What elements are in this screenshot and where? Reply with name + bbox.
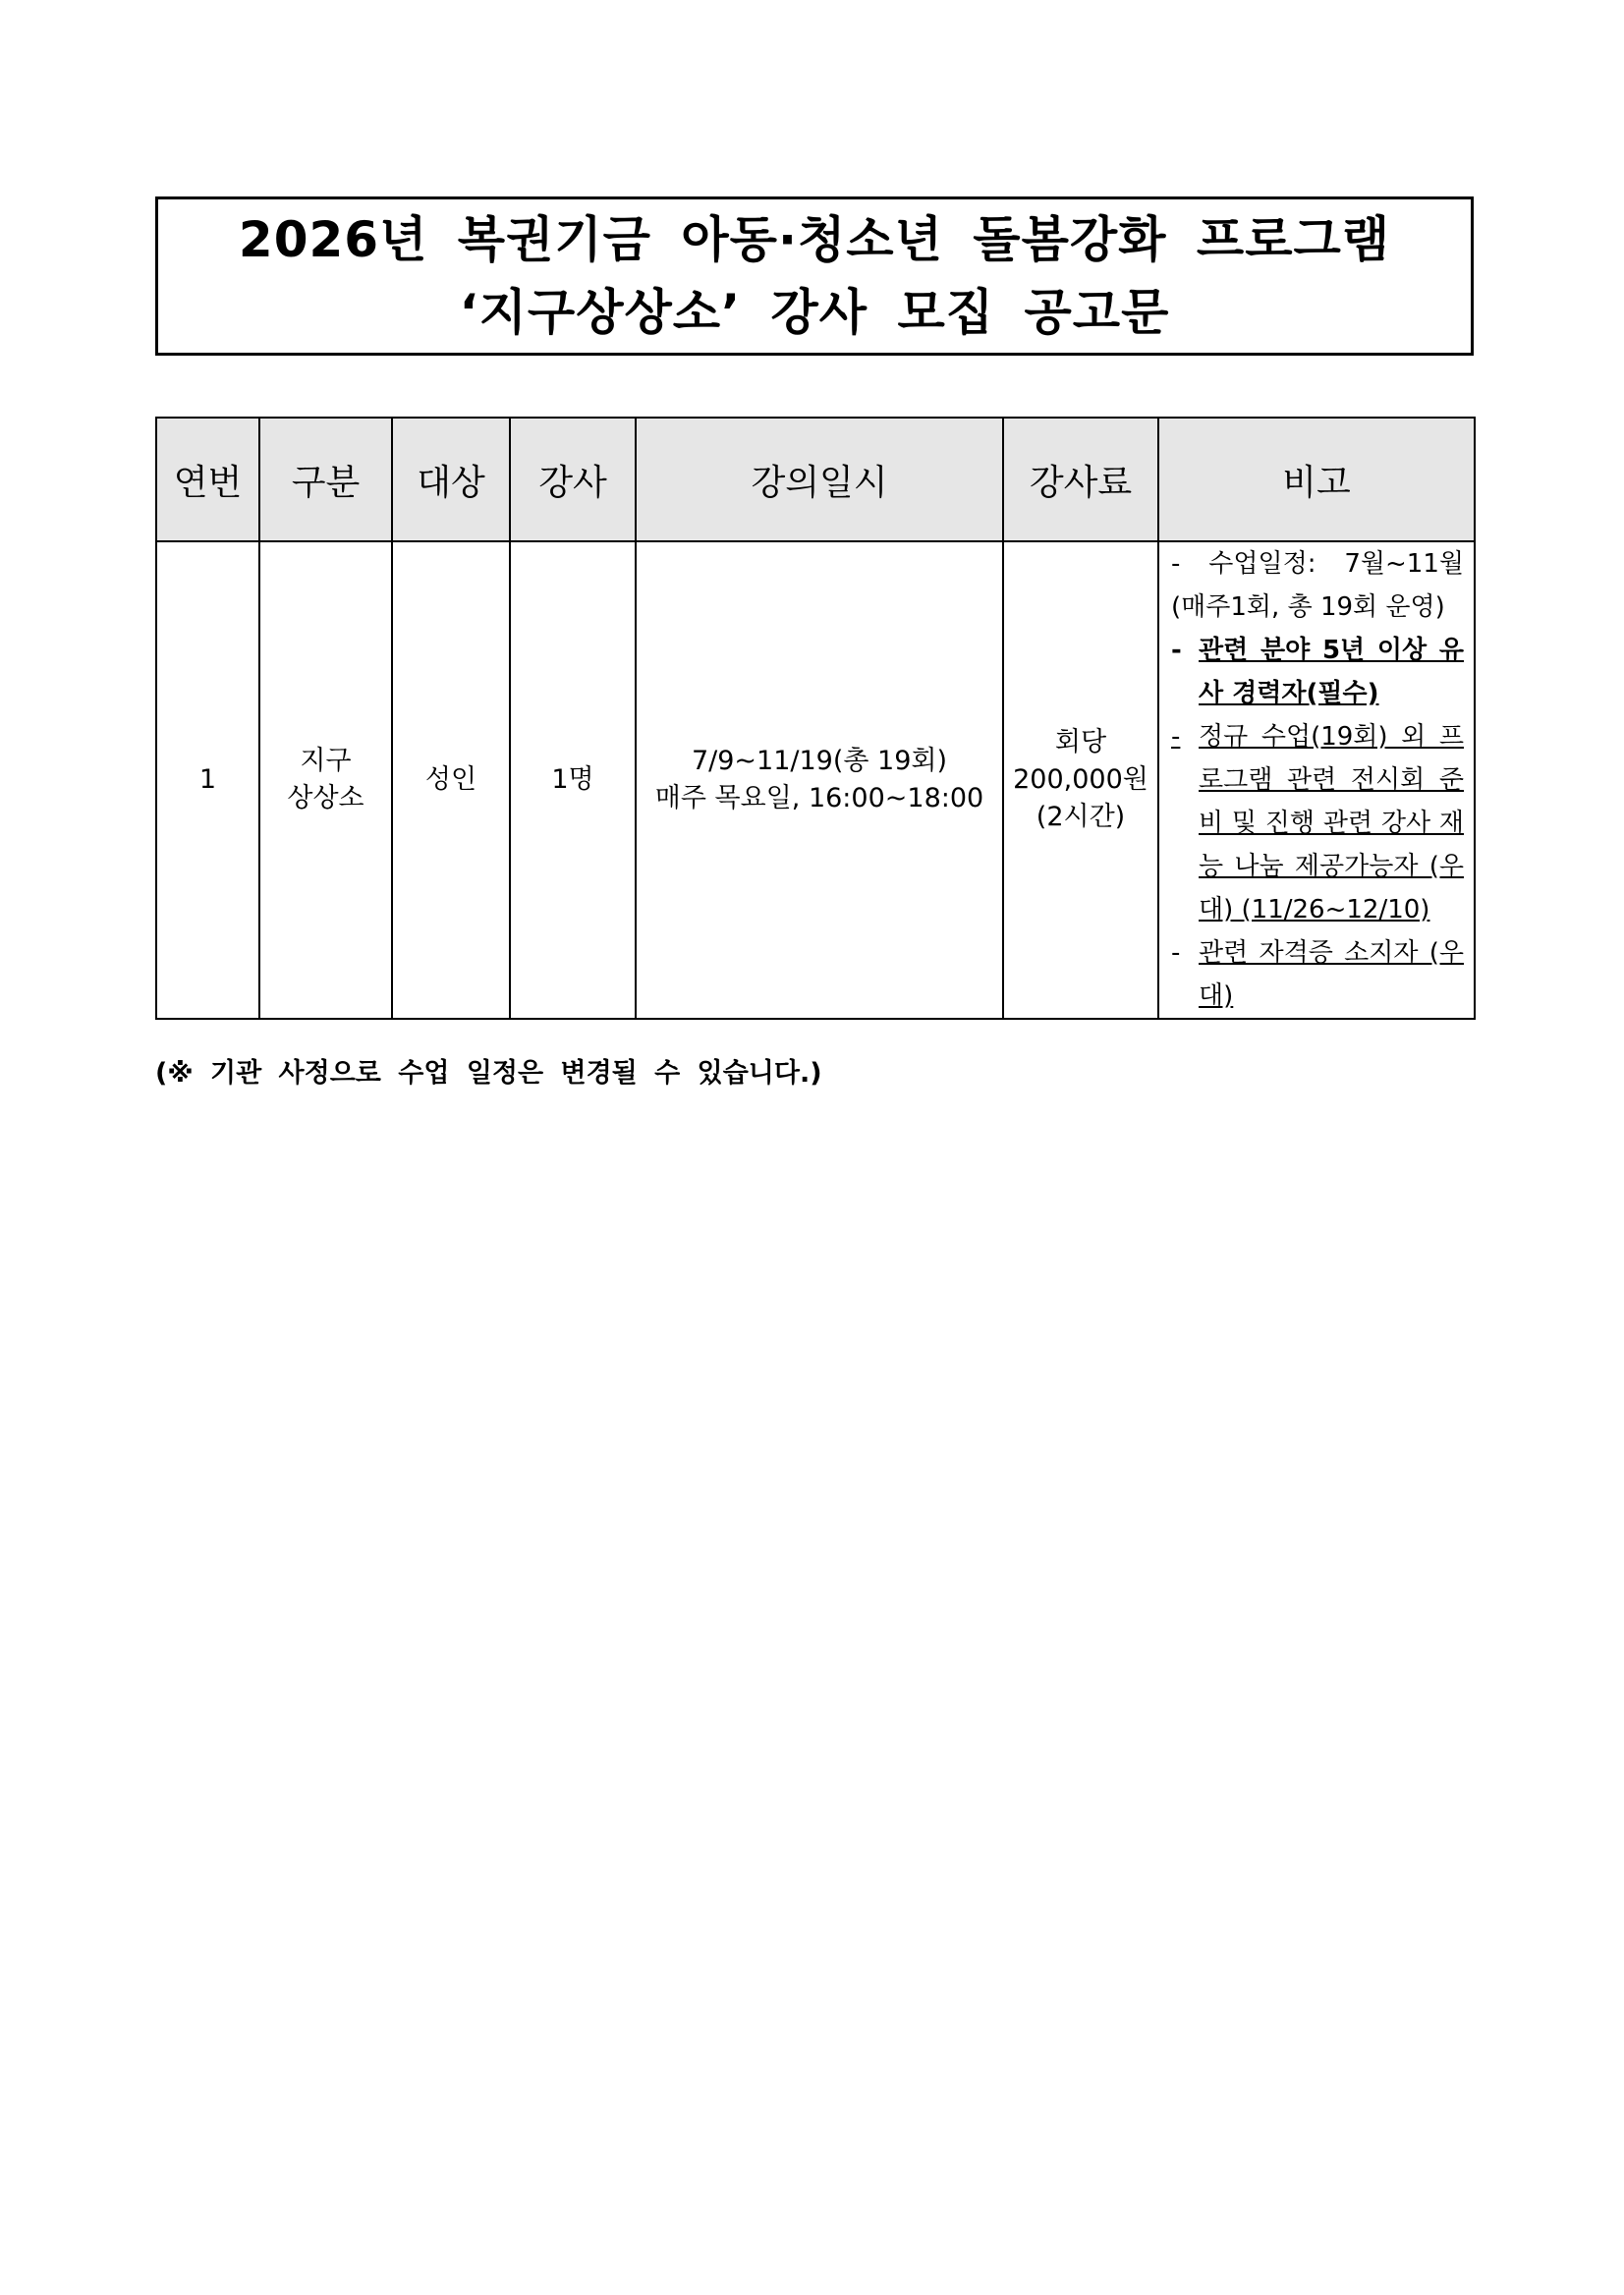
header-fee: 강사료: [1003, 418, 1158, 541]
remark-certificate: [1171, 931, 1464, 1018]
cell-no: 1: [156, 541, 259, 1019]
remark-dash: -: [1171, 722, 1181, 752]
cell-schedule: [636, 541, 1003, 1019]
remark-dash: -: [1171, 938, 1181, 968]
header-category: 구분: [259, 418, 392, 541]
schedule-line-2: 매주 목요일, 16:00~18:00: [654, 783, 984, 813]
remark-exhibition-text: 정규 수업(19회) 외 프로그램 관련 전시회 준비 및 진행 관련 강사 재능 나눔 제공가능자 (우대) (11/26~12/10): [1199, 722, 1464, 924]
remark-dash: -: [1171, 636, 1182, 665]
title-line-2: ‘지구상상소’ 강사 모집 공고문: [459, 284, 1170, 341]
remark-experience-text: 관련 분야 5년 이상 유사 경력자(필수): [1199, 636, 1464, 708]
cell-fee: [1003, 541, 1158, 1019]
title-box: [155, 196, 1474, 356]
header-remarks: 비고: [1158, 418, 1475, 541]
remark-schedule: - 수업일정: 7월~11월 (매주1회, 총 19회 운영): [1171, 549, 1464, 622]
cell-target: 성인: [392, 541, 510, 1019]
fee-line-1: 회당: [1054, 727, 1107, 757]
remark-exhibition: [1171, 715, 1464, 931]
remark-certificate-text: 관련 자격증 소지자 (우대): [1199, 938, 1464, 1011]
schedule-change-notice: (※ 기관 사정으로 수업 일정은 변경될 수 있습니다.): [155, 1058, 822, 1089]
header-schedule: 강의일시: [636, 418, 1003, 541]
header-no: 연번: [156, 418, 259, 541]
schedule-line-1: 7/9~11/19(총 19회): [691, 746, 948, 776]
cell-instructors: 1명: [510, 541, 636, 1019]
title-line-1: 2026년 복권기금 아동·청소년 돌봄강화 프로그램: [238, 211, 1391, 268]
fee-line-3: (2시간): [1036, 802, 1126, 832]
fee-line-2: 200,000원: [1013, 764, 1148, 795]
header-instructor: 강사: [510, 418, 636, 541]
cell-remarks: [1158, 541, 1475, 1019]
category-line-1: 지구: [300, 746, 352, 776]
recruitment-table: [155, 417, 1476, 1020]
header-target: 대상: [392, 418, 510, 541]
remark-experience: [1171, 629, 1464, 715]
category-line-2: 상상소: [287, 783, 364, 813]
cell-category: [259, 541, 392, 1019]
table-row: [156, 541, 1475, 1019]
table-header-row: [156, 418, 1475, 541]
